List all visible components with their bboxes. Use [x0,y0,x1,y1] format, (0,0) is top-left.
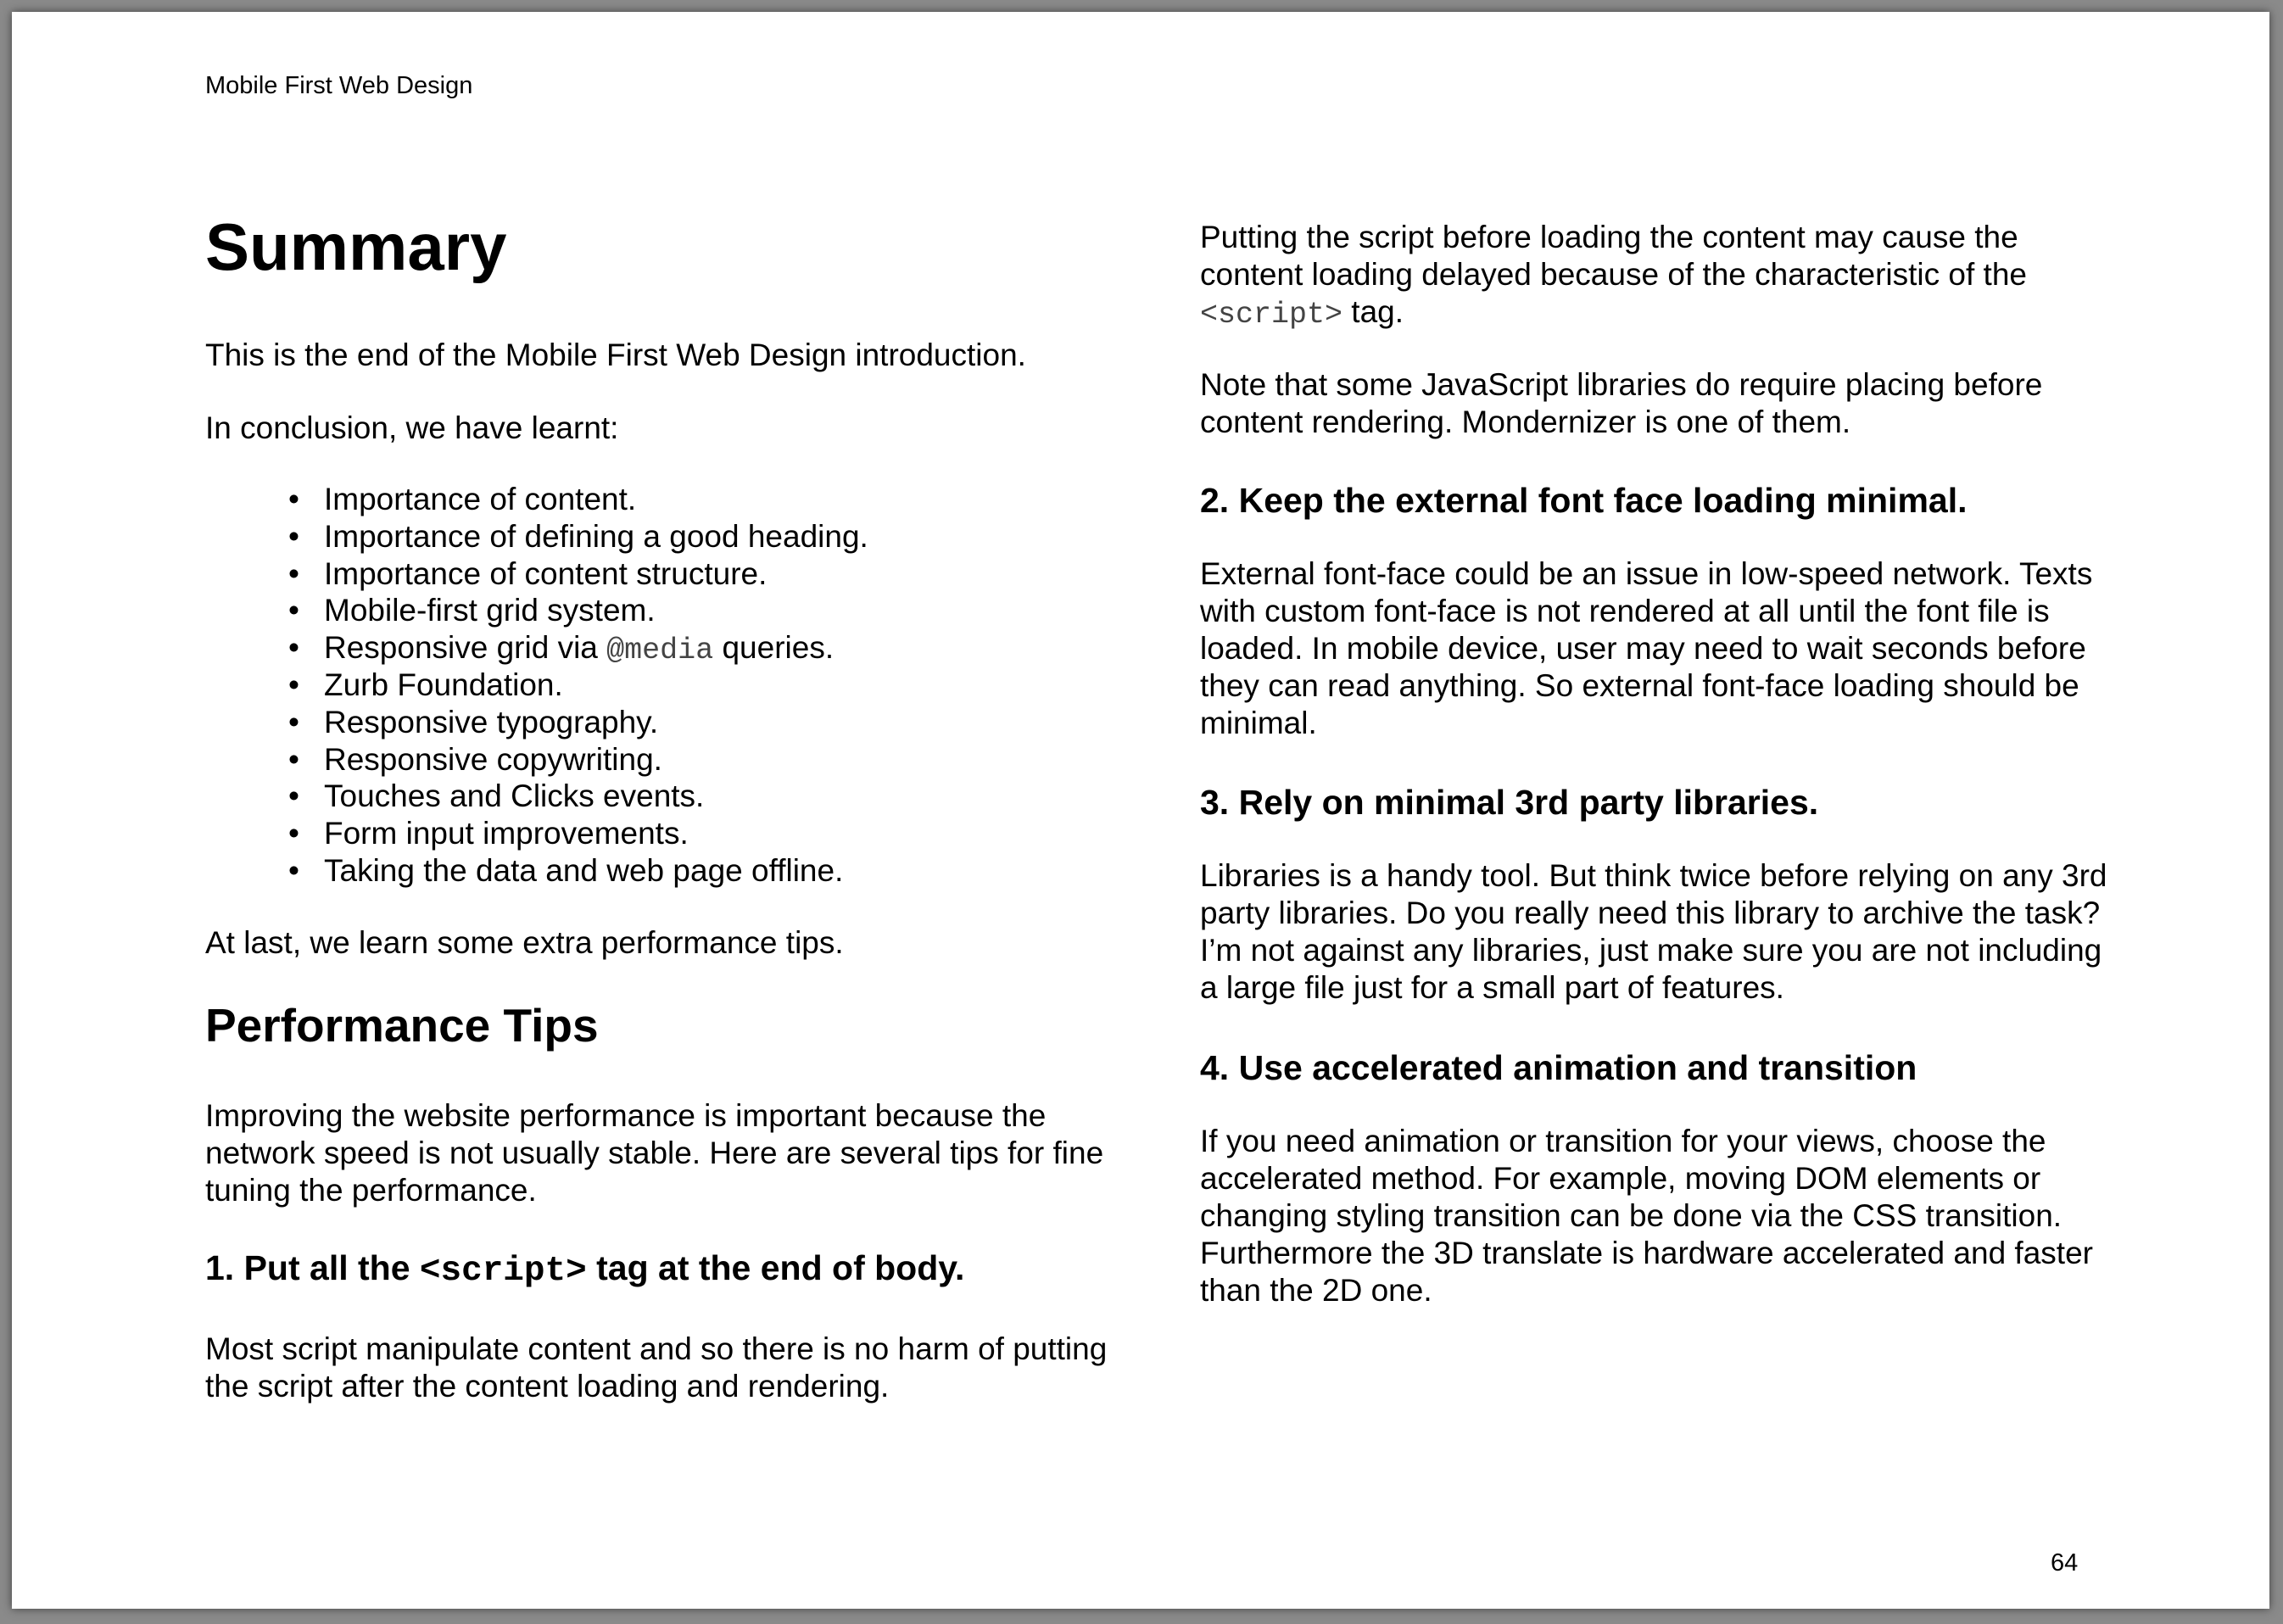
page-number: 64 [2051,1549,2079,1577]
performance-intro: Improving the website performance is important because the network speed is not usually stable. Here are several tips for fine tuning the performance. [205,1098,1104,1208]
performance-tips-heading: Performance Tips [205,999,599,1052]
tip-2-heading: 2. Keep the external font face loading minimal. [1200,481,1968,520]
list-item: • Mobile-first grid system. [288,592,1119,629]
tip-3-body: Libraries is a handy tool. But think twice before relying on any 3rd party libraries. Do you really need this library to archive the task? I’m not against any libraries, just make sure you are not including a large file just for a small part of features. [1200,858,2107,1005]
list-item: • Importance of content structure. [288,555,1119,593]
list-item: • Responsive typography. [288,704,1119,741]
tip-1-continued: Putting the script before loading the content may cause the content loading delayed because of the characteristic of the <script> tag. [1200,220,2027,332]
inline-code: @media [606,633,714,668]
learnt-list [288,481,1119,890]
summary-intro: This is the end of the Mobile First Web Design introduction. [205,338,1026,372]
document-page [12,12,2269,1609]
list-item: • Taking the data and web page offline. [288,852,1119,890]
summary-heading: Summary [205,209,507,284]
tip-3-heading: 3. Rely on minimal 3rd party libraries. [1200,783,1819,822]
tip-1-heading: 1. Put all the <script> tag at the end of body. [205,1248,965,1291]
list-item: • Responsive copywriting. [288,741,1119,779]
running-header: Mobile First Web Design [205,72,473,99]
extra-tips-sentence: At last, we learn some extra performance tips. [205,925,844,960]
conclusion-lead: In conclusion, we have learnt: [205,410,619,445]
list-item: • Form input improvements. [288,815,1119,852]
list-item: • Zurb Foundation. [288,667,1119,704]
tip-1-body: Most script manipulate content and so there is no harm of putting the script after the content loading and rendering. [205,1331,1108,1404]
tip-2-body: External font-face could be an issue in low-speed network. Texts with custom font-face is not rendered at all until the font file is loaded. In mobile device, user may need to wait seconds before they can read anything. So external font-face loading should be minimal. [1200,556,2093,740]
tip-1-note: Note that some JavaScript libraries do require placing before content rendering. Mondernizer is one of them. [1200,367,2043,439]
inline-code: <script> [419,1252,587,1291]
tip-4-heading: 4. Use accelerated animation and transition [1200,1048,1917,1087]
list-item: • Responsive grid via @media queries. [288,629,1119,667]
tip-4-body: If you need animation or transition for your views, choose the accelerated method. For example, moving DOM elements or changing styling transition can be done via the CSS transition. Furthermore the 3D translate is hardware accelerated and faster than the 2D one. [1200,1124,2093,1308]
inline-code: <script> [1200,298,1343,332]
list-item: • Importance of defining a good heading. [288,518,1119,555]
list-item: • Importance of content. [288,481,1119,518]
list-item: • Touches and Clicks events. [288,778,1119,815]
